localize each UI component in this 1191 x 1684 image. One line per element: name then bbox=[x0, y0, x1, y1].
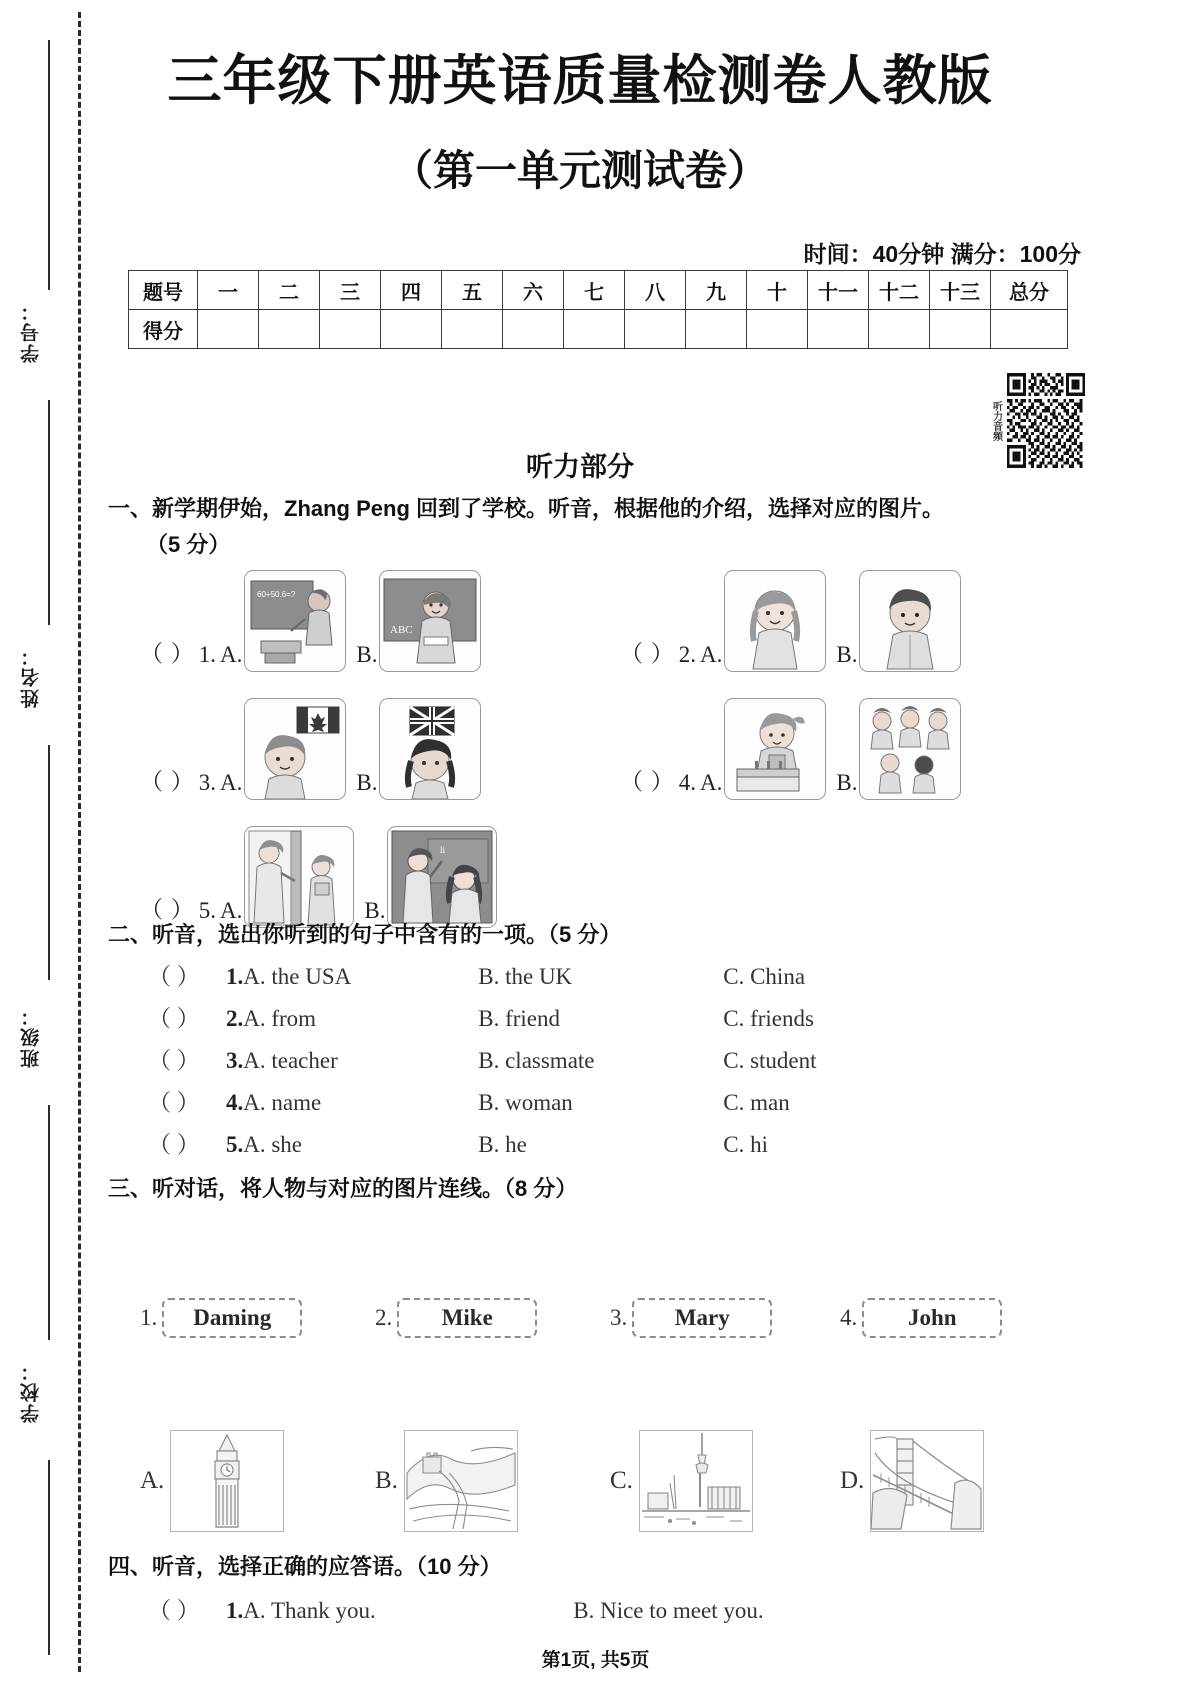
q3-name-item-2 bbox=[375, 1298, 610, 1338]
margin-rule-2 bbox=[48, 400, 50, 625]
big-ben-icon[interactable] bbox=[170, 1430, 284, 1532]
q1-item-2-option-a-image[interactable] bbox=[724, 570, 826, 672]
score-col-13: 十三 bbox=[930, 271, 991, 310]
q2-item-3-option-b[interactable]: B. classmate bbox=[478, 1048, 595, 1073]
score-cell-1[interactable] bbox=[198, 310, 259, 349]
q2-item-3-answer-blank[interactable]: （ ） bbox=[148, 1048, 200, 1073]
q1-item-5 bbox=[140, 826, 503, 928]
q1-item-5-number: 5. bbox=[198, 898, 216, 923]
score-col-11: 十一 bbox=[808, 271, 869, 310]
exam-meta-info: 时间：40分钟 满分：100分 bbox=[803, 241, 1081, 267]
q1-item-1 bbox=[140, 570, 487, 672]
q3-landmark-item-a bbox=[140, 1430, 375, 1532]
score-table-row-label-number: 题号 bbox=[129, 271, 198, 310]
q2-item-2-option-c[interactable]: C. friends bbox=[723, 1006, 814, 1031]
q3-name-2-index: 2. bbox=[375, 1305, 393, 1330]
score-col-8: 八 bbox=[625, 271, 686, 310]
question-1-heading: 一、新学期伊始，Zhang Peng 回到了学校。听音，根据他的介绍，选择对应的图片。 bbox=[108, 496, 945, 521]
score-table-row-label-score: 得分 bbox=[129, 310, 198, 349]
score-cell-3[interactable] bbox=[320, 310, 381, 349]
q1-item-1-option-a-label: A. bbox=[220, 642, 243, 667]
score-cell-total[interactable] bbox=[991, 310, 1068, 349]
section-heading-listening: 听力部分 bbox=[526, 452, 634, 482]
q1-item-2-option-b-image[interactable] bbox=[859, 570, 961, 672]
q2-item-3-option-a[interactable]: A. teacher bbox=[243, 1048, 338, 1073]
q2-item-2-number: 2. bbox=[226, 1006, 244, 1031]
margin-rule-4 bbox=[48, 1105, 50, 1340]
score-cell-5[interactable] bbox=[442, 310, 503, 349]
q2-item-2-answer-blank[interactable]: （ ） bbox=[148, 1006, 200, 1031]
q3-name-item-4 bbox=[840, 1298, 1002, 1338]
q3-name-box-john[interactable]: John bbox=[862, 1298, 1002, 1338]
q1-item-2-answer-blank[interactable]: （ ） bbox=[620, 641, 675, 666]
q2-item-4-option-c[interactable]: C. man bbox=[723, 1090, 790, 1115]
q1-item-3-answer-blank[interactable]: （ ） bbox=[140, 769, 195, 794]
q1-item-3-option-b-label: B. bbox=[356, 770, 378, 795]
q3-name-row bbox=[140, 1298, 1070, 1338]
q2-item-5-number: 5. bbox=[226, 1132, 244, 1157]
q3-name-1-index: 1. bbox=[140, 1305, 158, 1330]
score-table bbox=[128, 270, 1068, 349]
q2-item-1-number: 1. bbox=[226, 964, 244, 989]
margin-rule-3 bbox=[48, 745, 50, 980]
q4-item-1-option-b[interactable]: B. Nice to meet you. bbox=[573, 1598, 764, 1623]
q2-item-3 bbox=[148, 1042, 817, 1075]
score-cell-4[interactable] bbox=[381, 310, 442, 349]
score-col-12: 十二 bbox=[869, 271, 930, 310]
question-1-points: （5 分） bbox=[146, 532, 231, 557]
q4-item-1 bbox=[148, 1592, 818, 1625]
q2-item-4-number: 4. bbox=[226, 1090, 244, 1115]
q2-item-1-option-a[interactable]: A. the USA bbox=[243, 964, 352, 989]
q3-landmark-a-label: A. bbox=[140, 1467, 165, 1494]
q2-item-2 bbox=[148, 1000, 814, 1033]
q4-item-1-answer-blank[interactable]: （ ） bbox=[148, 1598, 200, 1623]
q1-item-3-option-a-image[interactable] bbox=[244, 698, 346, 800]
q2-item-3-number: 3. bbox=[226, 1048, 244, 1073]
score-col-1: 一 bbox=[198, 271, 259, 310]
score-table-header-row bbox=[129, 271, 1068, 310]
svg-text:60+50.6=?: 60+50.6=? bbox=[257, 590, 296, 599]
svg-text:ABC: ABC bbox=[390, 624, 414, 636]
score-cell-2[interactable] bbox=[259, 310, 320, 349]
q3-landmark-c-label: C. bbox=[610, 1467, 633, 1494]
q2-item-4-option-b[interactable]: B. woman bbox=[478, 1090, 573, 1115]
score-col-10: 十 bbox=[747, 271, 808, 310]
q2-item-1-option-c[interactable]: C. China bbox=[723, 964, 806, 989]
q2-item-1-option-b[interactable]: B. the UK bbox=[478, 964, 573, 989]
q2-item-4-option-a[interactable]: A. name bbox=[243, 1090, 322, 1115]
q4-item-1-number: 1. bbox=[226, 1598, 244, 1623]
q1-item-4-option-b-label: B. bbox=[836, 770, 858, 795]
margin-label-class: 班级： bbox=[21, 1005, 42, 1068]
q3-landmark-item-d bbox=[840, 1430, 984, 1532]
q1-item-2 bbox=[620, 570, 967, 672]
score-cell-6[interactable] bbox=[503, 310, 564, 349]
q3-landmark-b-label: B. bbox=[375, 1467, 398, 1494]
q3-landmark-row bbox=[140, 1430, 1070, 1532]
margin-rule-1 bbox=[48, 40, 50, 290]
score-cell-11[interactable] bbox=[808, 310, 869, 349]
q1-item-5-option-b-label: B. bbox=[364, 898, 386, 923]
q1-item-5-option-b-image[interactable] bbox=[387, 826, 497, 928]
score-col-total: 总分 bbox=[991, 271, 1068, 310]
q1-item-2-option-a-label: A. bbox=[700, 642, 723, 667]
q2-item-5-option-c[interactable]: C. hi bbox=[723, 1132, 768, 1157]
score-col-6: 六 bbox=[503, 271, 564, 310]
q1-item-5-option-a-image[interactable] bbox=[244, 826, 354, 928]
q3-name-item-1 bbox=[140, 1298, 375, 1338]
q3-landmark-item-b bbox=[375, 1430, 610, 1532]
q1-item-3-option-b-image[interactable] bbox=[379, 698, 481, 800]
q2-item-1 bbox=[148, 958, 805, 991]
score-cell-9[interactable] bbox=[686, 310, 747, 349]
q1-item-5-option-a-label: A. bbox=[220, 898, 243, 923]
score-col-5: 五 bbox=[442, 271, 503, 310]
cn-tower-skyline-icon[interactable] bbox=[639, 1430, 753, 1532]
great-wall-icon[interactable] bbox=[404, 1430, 518, 1532]
q1-item-1-answer-blank[interactable]: （ ） bbox=[140, 641, 195, 666]
margin-label-student-id: 学号： bbox=[21, 300, 42, 363]
q1-item-4-option-a-label: A. bbox=[700, 770, 723, 795]
svg-text:li: li bbox=[440, 845, 446, 855]
q2-item-5-answer-blank[interactable]: （ ） bbox=[148, 1132, 200, 1157]
left-margin-strip bbox=[0, 0, 100, 1684]
q1-item-1-option-a-image[interactable] bbox=[244, 570, 346, 672]
q1-item-3 bbox=[140, 698, 487, 800]
score-cell-12[interactable] bbox=[869, 310, 930, 349]
q2-item-1-answer-blank[interactable]: （ ） bbox=[148, 964, 200, 989]
q2-item-4 bbox=[148, 1084, 790, 1117]
page-footer: 第1页, 共5页 bbox=[541, 1650, 650, 1671]
q3-name-4-index: 4. bbox=[840, 1305, 858, 1330]
q2-item-2-option-a[interactable]: A. from bbox=[243, 1006, 317, 1031]
golden-gate-bridge-icon[interactable] bbox=[870, 1430, 984, 1532]
q2-item-2-option-b[interactable]: B. friend bbox=[478, 1006, 561, 1031]
score-col-7: 七 bbox=[564, 271, 625, 310]
score-col-4: 四 bbox=[381, 271, 442, 310]
q3-name-item-3 bbox=[610, 1298, 840, 1338]
q1-item-5-answer-blank[interactable]: （ ） bbox=[140, 897, 195, 922]
q1-item-3-number: 3. bbox=[198, 770, 216, 795]
q3-landmark-item-c bbox=[610, 1430, 840, 1532]
q2-item-5-option-b[interactable]: B. he bbox=[478, 1132, 527, 1157]
q1-item-1-number: 1. bbox=[198, 642, 216, 667]
question-2-heading: 二、听音，选出你听到的句子中含有的一项。（5 分） bbox=[108, 922, 622, 947]
q3-name-3-index: 3. bbox=[610, 1305, 628, 1330]
margin-rule-5 bbox=[48, 1460, 50, 1655]
cut-dashed-line bbox=[78, 12, 81, 1672]
question-3-heading: 三、听对话，将人物与对应的图片连线。（8 分） bbox=[108, 1176, 578, 1201]
score-cell-13[interactable] bbox=[930, 310, 991, 349]
score-cell-8[interactable] bbox=[625, 310, 686, 349]
q1-item-1-option-b-label: B. bbox=[356, 642, 378, 667]
q1-item-3-option-a-label: A. bbox=[220, 770, 243, 795]
page-title: 三年级下册英语质量检测卷人教版 bbox=[167, 51, 993, 111]
score-cell-10[interactable] bbox=[747, 310, 808, 349]
score-table-value-row bbox=[129, 310, 1068, 349]
score-col-9: 九 bbox=[686, 271, 747, 310]
q2-item-5 bbox=[148, 1126, 768, 1159]
q2-item-3-option-c[interactable]: C. student bbox=[723, 1048, 817, 1073]
q1-item-4 bbox=[620, 698, 967, 800]
q1-item-4-answer-blank[interactable]: （ ） bbox=[620, 769, 675, 794]
q1-item-2-option-b-label: B. bbox=[836, 642, 858, 667]
q2-item-4-answer-blank[interactable]: （ ） bbox=[148, 1090, 200, 1115]
q2-item-5-option-a[interactable]: A. she bbox=[243, 1132, 303, 1157]
qr-caption: 听力音频 bbox=[990, 400, 1002, 441]
question-4-heading: 四、听音，选择正确的应答语。（10 分） bbox=[108, 1554, 502, 1579]
score-col-3: 三 bbox=[320, 271, 381, 310]
q3-name-box-mary[interactable]: Mary bbox=[632, 1298, 772, 1338]
q3-landmark-d-label: D. bbox=[840, 1467, 865, 1494]
q4-item-1-option-a[interactable]: A. Thank you. bbox=[243, 1598, 376, 1623]
q1-item-4-option-b-image[interactable] bbox=[859, 698, 961, 800]
q3-name-box-daming[interactable]: Daming bbox=[162, 1298, 302, 1338]
margin-label-name: 姓名： bbox=[21, 645, 42, 708]
q1-item-1-option-b-image[interactable] bbox=[379, 570, 481, 672]
score-cell-7[interactable] bbox=[564, 310, 625, 349]
score-col-2: 二 bbox=[259, 271, 320, 310]
q3-name-box-mike[interactable]: Mike bbox=[397, 1298, 537, 1338]
page-subtitle: （第一单元测试卷） bbox=[390, 147, 769, 194]
q1-item-2-number: 2. bbox=[678, 642, 696, 667]
q1-item-4-option-a-image[interactable] bbox=[724, 698, 826, 800]
margin-label-school: 学校： bbox=[21, 1360, 42, 1423]
q1-item-4-number: 4. bbox=[678, 770, 696, 795]
